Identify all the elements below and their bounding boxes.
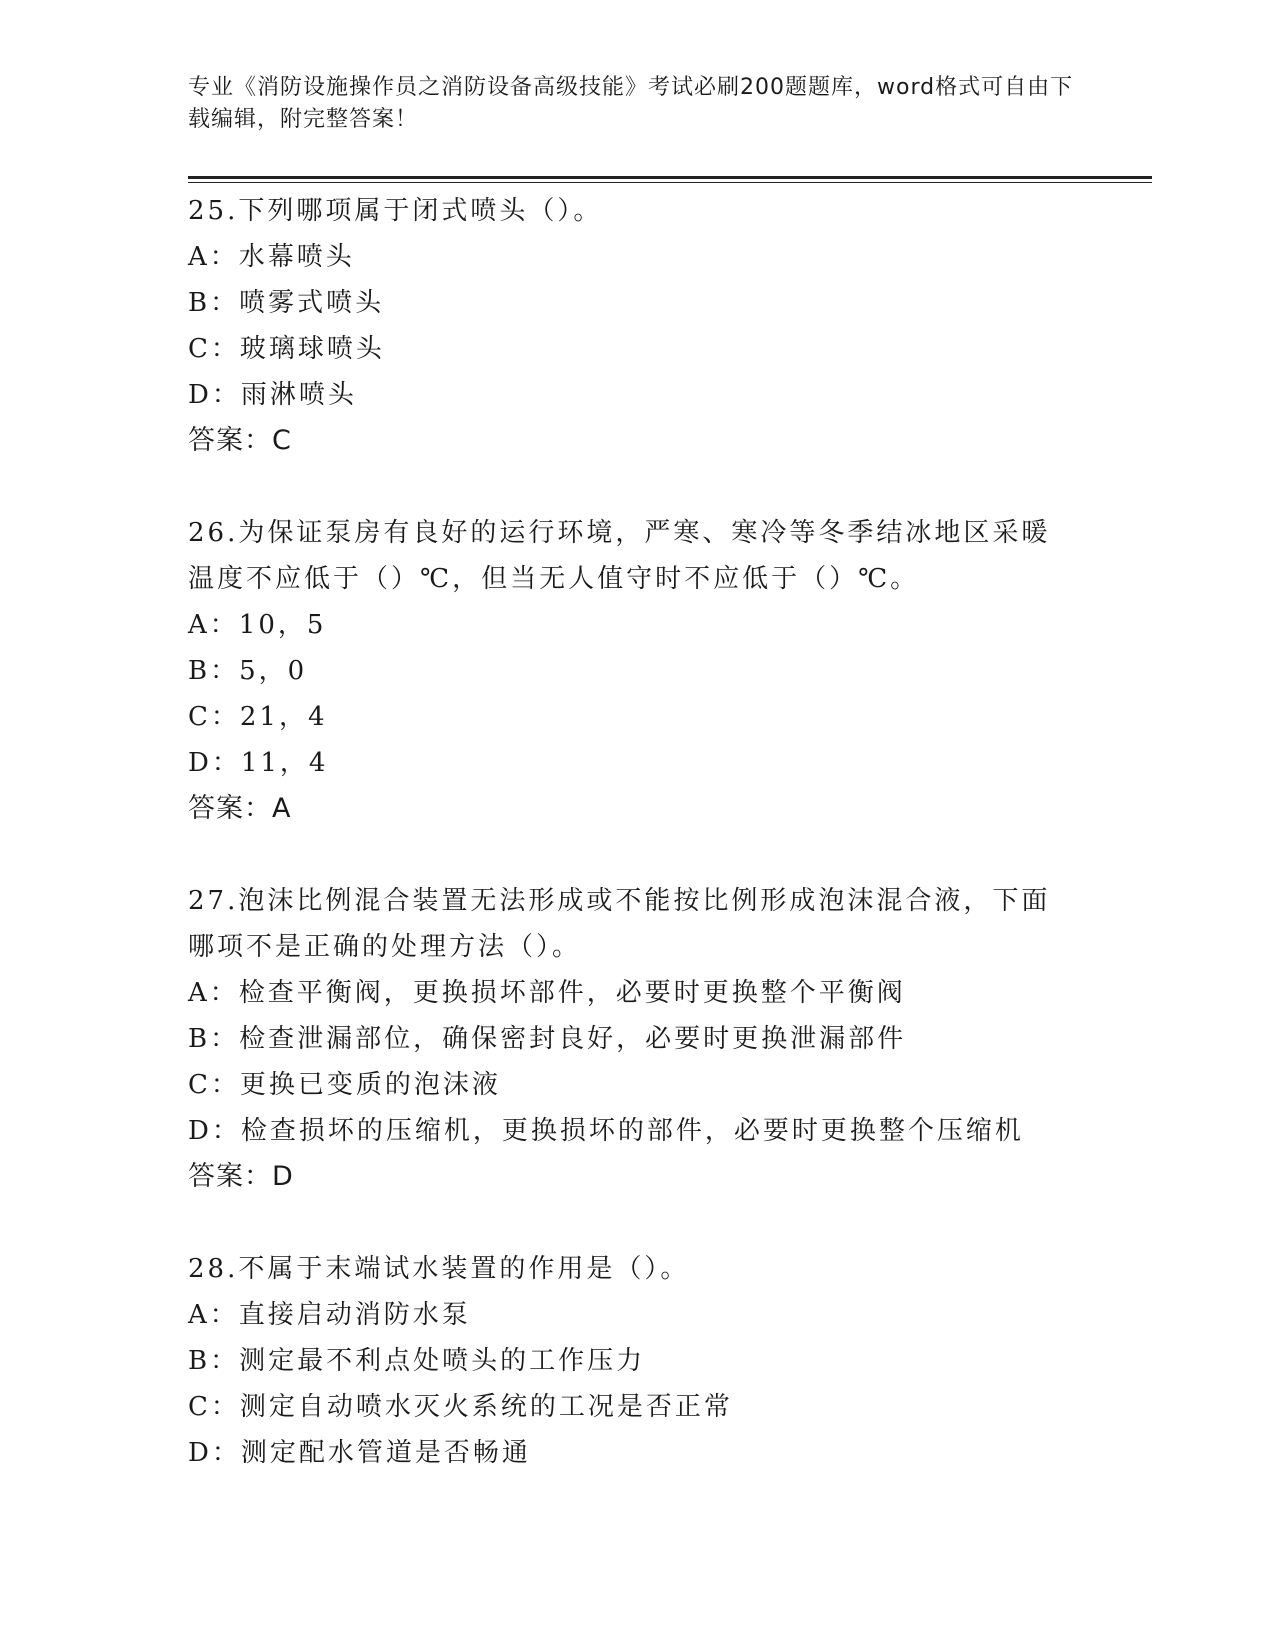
header-rule-thick (188, 176, 1152, 179)
question-26 (188, 510, 1088, 832)
option-b: B：检查泄漏部位，确保密封良好，必要时更换泄漏部件 (188, 1024, 907, 1054)
option-d: D：检查损坏的压缩机，更换损坏的部件，必要时更换整个压缩机 (188, 1116, 1024, 1146)
option-d: D：雨淋喷头 (188, 380, 357, 410)
option-c: C：测定自动喷水灭火系统的工况是否正常 (188, 1392, 733, 1422)
option-a: A：检查平衡阀，更换损坏部件，必要时更换整个平衡阀 (188, 978, 906, 1008)
option-c: C：玻璃球喷头 (188, 334, 385, 364)
question-stem: 27.泡沫比例混合装置无法形成或不能按比例形成泡沫混合液，下面哪项不是正确的处理方法（）。 (188, 886, 1051, 962)
option-a: A：直接启动消防水泵 (188, 1300, 471, 1330)
option-b: B：测定最不利点处喷头的工作压力 (188, 1346, 646, 1376)
option-c: C：21，4 (188, 702, 328, 732)
question-list (188, 188, 1088, 1522)
answer-label: 答案：D (188, 1161, 294, 1192)
option-d: D：11，4 (188, 748, 329, 778)
header-rule-thin (188, 182, 1152, 183)
question-stem: 25.下列哪项属于闭式喷头（）。 (188, 196, 603, 226)
answer-label: 答案：C (188, 425, 292, 456)
option-a: A：水幕喷头 (188, 242, 355, 272)
answer-label: 答案：A (188, 793, 292, 824)
option-d: D：测定配水管道是否畅通 (188, 1438, 531, 1468)
question-25 (188, 188, 1088, 464)
question-stem: 26.为保证泵房有良好的运行环境，严寒、寒冷等冬季结冰地区采暖温度不应低于（）℃，但当无人值守时不应低于（）℃。 (188, 518, 1051, 594)
question-28 (188, 1246, 1088, 1476)
option-b: B：喷雾式喷头 (188, 288, 385, 318)
option-c: C：更换已变质的泡沫液 (188, 1070, 501, 1100)
option-b: B：5，0 (188, 656, 308, 686)
option-a: A：10，5 (188, 610, 327, 640)
document-header: 专业《消防设施操作员之消防设备高级技能》考试必刷200题题库，word格式可自由下载编辑，附完整答案！ (188, 75, 1074, 132)
question-27 (188, 878, 1088, 1200)
question-stem: 28.不属于末端试水装置的作用是（）。 (188, 1254, 690, 1284)
